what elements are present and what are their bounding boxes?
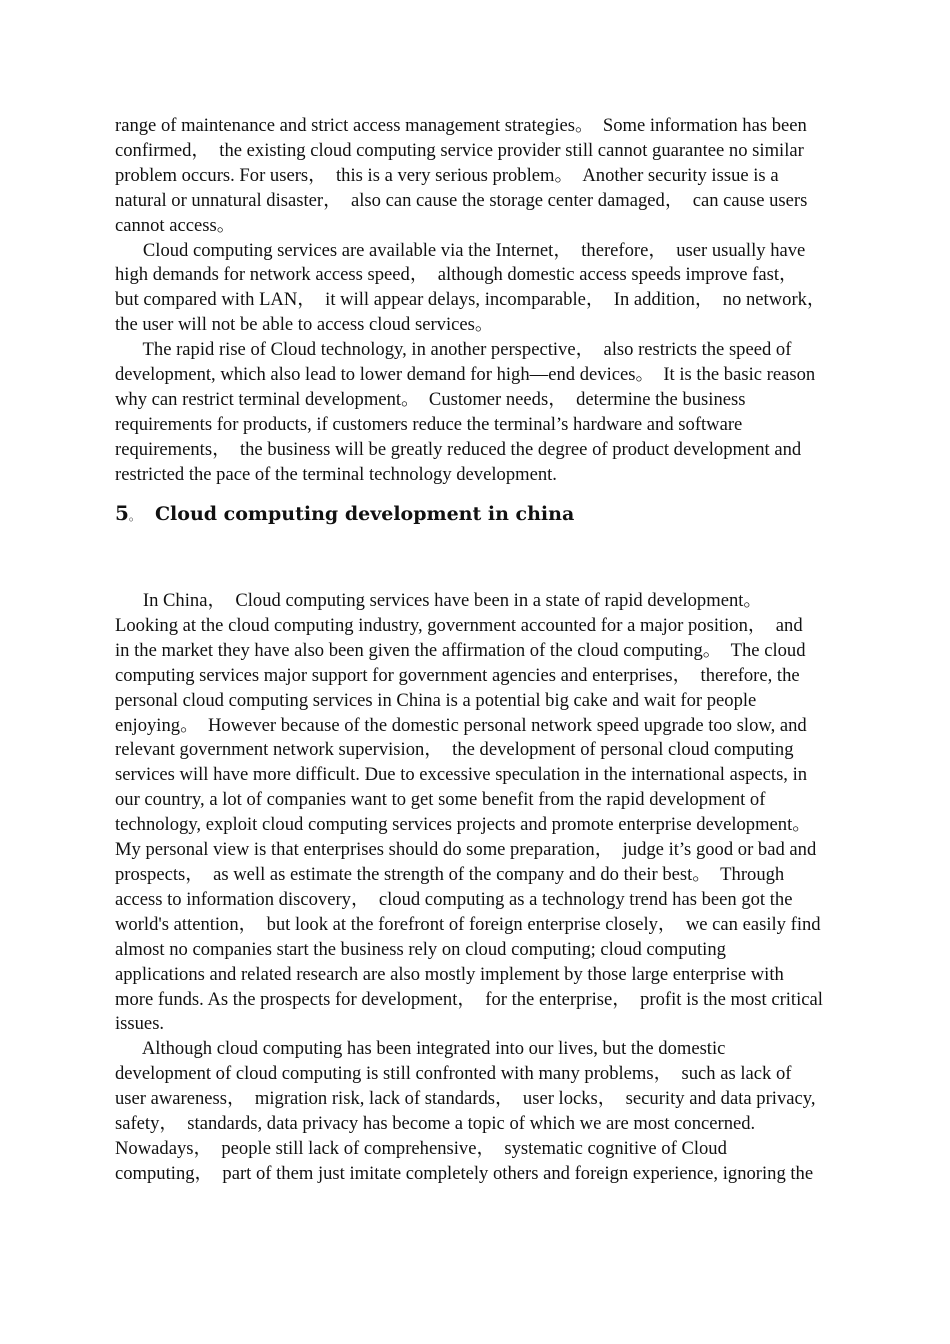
text-line: relevant government network supervision， the development of personal cloud computing xyxy=(115,739,794,761)
text-line: requirements， the business will be greatly reduced the degree of product development and xyxy=(115,438,802,460)
text-line: problem occurs. For users， this is a very serious problem。 Another security issue is a xyxy=(115,164,779,186)
text-line: confirmed， the existing cloud computing service provider still cannot guarantee no similar xyxy=(115,139,804,161)
text-line: prospects， as well as estimate the strength of the company and do their best。 Through xyxy=(115,863,785,885)
text-line: computing services major support for government agencies and enterprises， therefore, the xyxy=(115,664,800,686)
text-line: My personal view is that enterprises should do some preparation， judge it’s good or bad and xyxy=(115,839,817,861)
text-line: Looking at the cloud computing industry, government accounted for a major position， and xyxy=(115,614,803,636)
text-line: technology, exploit cloud computing services projects and promote enterprise development。 xyxy=(115,814,811,836)
paragraphs-security-and-terminal xyxy=(115,114,840,488)
text-line: high demands for network access speed， although domestic access speeds improve fast， xyxy=(115,264,798,286)
text-line: Although cloud computing has been integrated into our lives, but the domestic xyxy=(115,1038,726,1060)
text-line: cannot access。 xyxy=(115,214,236,236)
section-separator: 。 xyxy=(128,509,141,523)
text-line: In China， Cloud computing services have been in a state of rapid development。 xyxy=(115,590,763,611)
text-line: but compared with LAN， it will appear delays, incomparable， In addition， no network， xyxy=(115,289,826,311)
text-line: requirements for products, if customers reduce the terminal’s hardware and software xyxy=(115,413,743,435)
text-line: Cloud computing services are available via the Internet， therefore， user usually have xyxy=(115,239,806,261)
text-line: in the market they have also been given the affirmation of the cloud computing。 The cloud xyxy=(115,639,806,661)
text-line: world's attention， but look at the forefront of foreign enterprise closely， we can easily find xyxy=(115,913,821,935)
section-number: 5 xyxy=(115,501,129,525)
paragraphs-china-development xyxy=(115,589,840,1187)
text-line: The rapid rise of Cloud technology, in another perspective， also restricts the speed of xyxy=(115,339,792,361)
text-line: personal cloud computing services in China is a potential big cake and wait for people xyxy=(115,689,757,711)
text-line: more funds. As the prospects for development， for the enterprise， profit is the most critical xyxy=(115,988,823,1010)
text-line: user awareness， migration risk, lack of standards， user locks， security and data privacy, xyxy=(115,1088,816,1110)
text-line: issues. xyxy=(115,1013,165,1035)
text-line: development of cloud computing is still confronted with many problems， such as lack of xyxy=(115,1063,792,1085)
text-line: restricted the pace of the terminal technology development. xyxy=(115,463,557,485)
text-line: development, which also lead to lower demand for high—end devices。 It is the basic reason xyxy=(115,364,816,386)
section-heading xyxy=(115,499,574,530)
text-line: enjoying。 However because of the domestic personal network speed upgrade too slow, and xyxy=(115,714,807,736)
section-title: Cloud computing development in china xyxy=(154,503,575,525)
text-line: access to information discovery， cloud computing as a technology trend has been got the xyxy=(115,888,793,910)
text-line: Nowadays， people still lack of comprehensive， systematic cognitive of Cloud xyxy=(115,1137,727,1159)
text-line: applications and related research are also mostly implement by those large enterprise with xyxy=(115,963,784,985)
text-line: why can restrict terminal development。 Customer needs， determine the business xyxy=(115,388,746,410)
text-line: computing， part of them just imitate completely others and foreign experience, ignoring the xyxy=(115,1162,814,1184)
text-line: our country, a lot of companies want to get some benefit from the rapid development of xyxy=(115,789,766,811)
text-line: almost no companies start the business rely on cloud computing; cloud computing xyxy=(115,938,726,960)
text-line: the user will not be able to access cloud services。 xyxy=(115,314,494,336)
text-line: safety， standards, data privacy has become a topic of which we are most concerned. xyxy=(115,1113,756,1135)
text-line: range of maintenance and strict access management strategies。 Some information has been xyxy=(115,115,807,136)
text-line: services will have more difficult. Due to excessive speculation in the international aspects, in xyxy=(115,764,808,786)
text-line: natural or unnatural disaster， also can cause the storage center damaged， can cause users xyxy=(115,189,808,211)
